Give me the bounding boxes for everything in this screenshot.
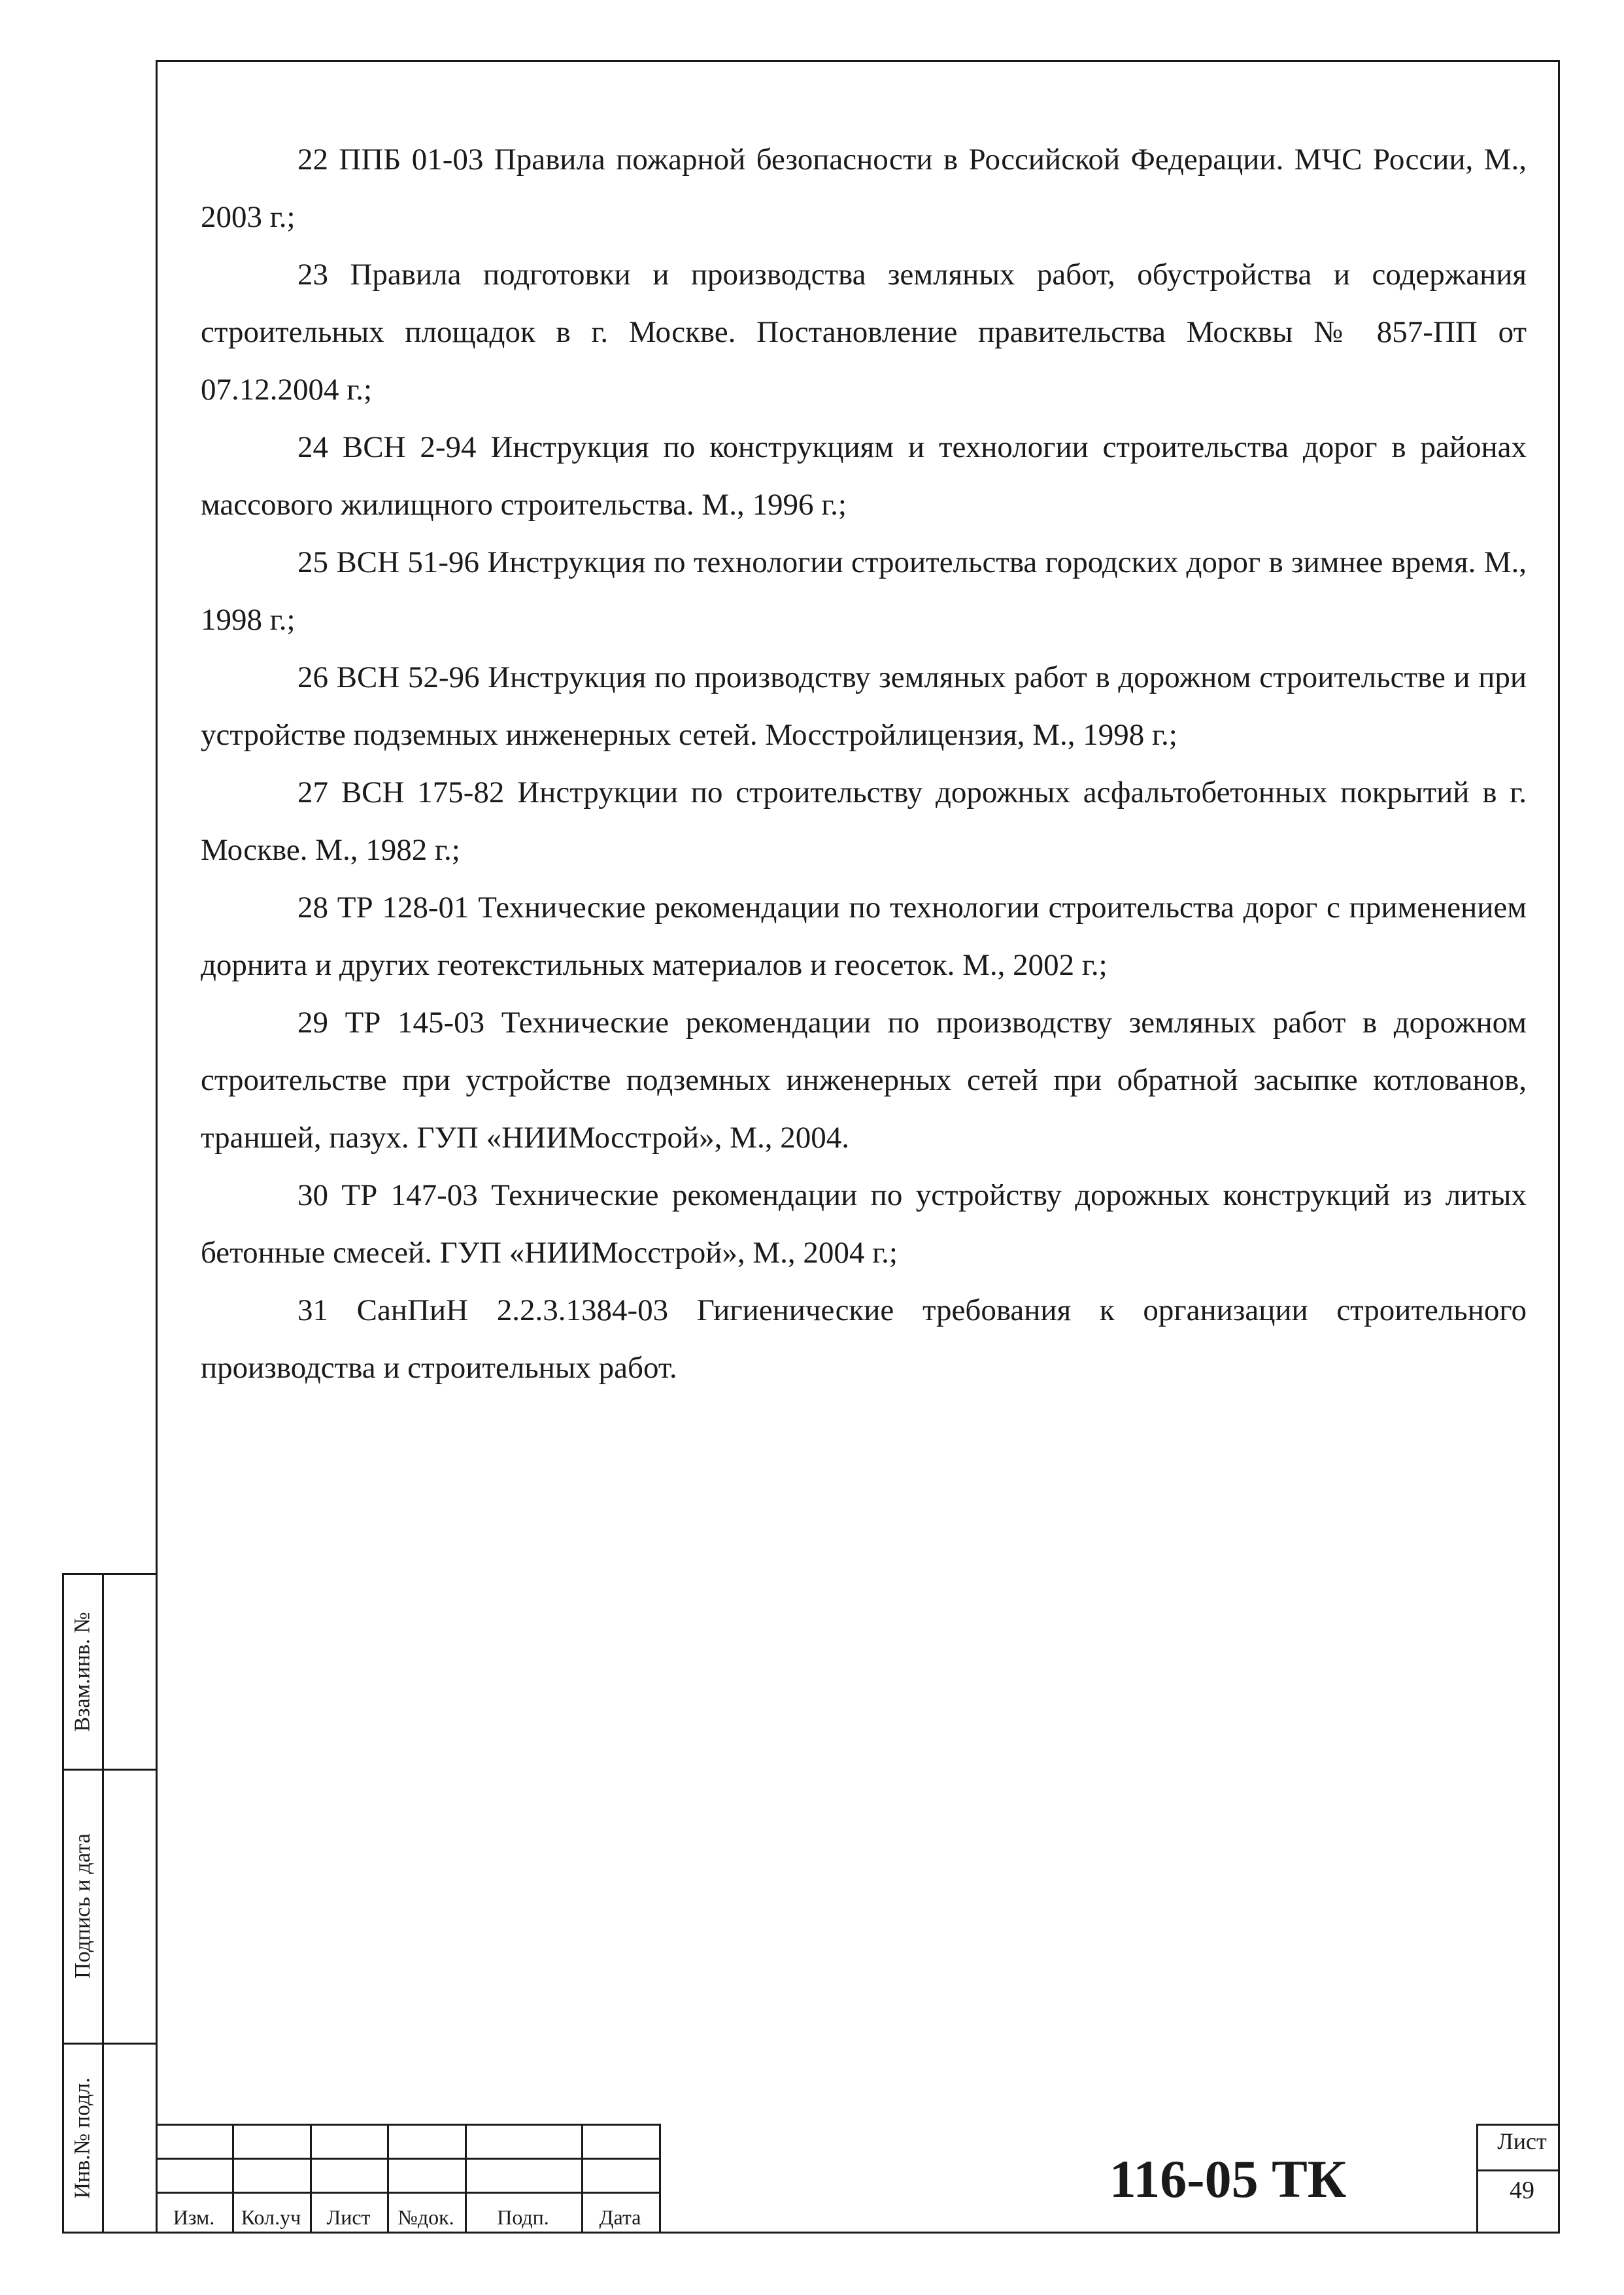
side-strip-divider xyxy=(102,1575,104,2232)
side-strip xyxy=(62,1573,158,2234)
sheet-number: 49 xyxy=(1510,2177,1534,2204)
col-doc-label: №док. xyxy=(398,2205,454,2229)
title-block-line xyxy=(659,2124,661,2234)
sheet-label: Лист xyxy=(1497,2128,1547,2154)
reference-item: 31 СанПиН 2.2.3.1384-03 Гигиенические требования к организации строительного производства и строительных работ. xyxy=(201,1293,1527,1385)
reference-item: 24 ВСН 2-94 Инструкция по конструкциям и технологии строительства дорог в районах массового жилищного строительства. М., 1996 г.; xyxy=(201,430,1527,522)
replaced-inv-label: Взам.инв. № xyxy=(71,1612,95,1732)
inv-original-label: Инв.№ подл. xyxy=(71,2077,95,2199)
title-block-line xyxy=(1476,2124,1560,2126)
signature-date-label: Подпись и дата xyxy=(71,1833,95,1979)
title-block-line xyxy=(156,2158,659,2160)
reference-item: 25 ВСН 51-96 Инструкция по технологии строительства городских дорог в зимнее время. М., 1998 г.; xyxy=(201,545,1527,637)
reference-item: 26 ВСН 52-96 Инструкция по производству земляных работ в дорожном строительстве и при устройстве подземных инженерных сетей. Мосстройлицензия, М., 1998 г.; xyxy=(201,660,1527,752)
reference-item: 28 ТР 128-01 Технические рекомендации по технологии строительства дорог с применением дорнита и других геотекстильных материалов и геосеток. М., 2002 г.; xyxy=(201,891,1527,982)
col-sheet-label: Лист xyxy=(326,2205,371,2229)
col-signature-label: Подп. xyxy=(497,2205,549,2229)
col-count-label: Кол.уч xyxy=(241,2205,301,2229)
reference-item: 29 ТР 145-03 Технические рекомендации по производству земляных работ в дорожном строительстве при устройстве подземных инженерных сетей при обратной засыпке котлованов, траншей, пазух. ГУП «НИИМосстрой», М., 2004. xyxy=(201,1006,1527,1155)
document-designation: 116-05 ТК xyxy=(1109,2149,1347,2209)
title-block xyxy=(156,2124,1560,2234)
reference-list xyxy=(201,131,1527,1397)
reference-item: 30 ТР 147-03 Технические рекомендации по устройству дорожных конструкций из литых бетонные смесей. ГУП «НИИМосстрой», М., 2004 г.; xyxy=(201,1178,1527,1270)
col-change-label: Изм. xyxy=(173,2205,215,2229)
reference-item: 27 ВСН 175-82 Инструкции по строительству дорожных асфальтобетонных покрытий в г. Москве. М., 1982 г.; xyxy=(201,775,1527,867)
col-date-label: Дата xyxy=(599,2205,641,2229)
title-block-line xyxy=(156,2192,659,2194)
reference-item: 22 ППБ 01-03 Правила пожарной безопасности в Российской Федерации. МЧС России, М., 2003 г.; xyxy=(201,143,1527,234)
reference-item: 23 Правила подготовки и производства земляных работ, обустройства и содержания строительных площадок в г. Москве. Постановление правительства Москвы № 857-ПП от 07.12.2004 г.; xyxy=(201,258,1527,407)
title-block-line xyxy=(156,2124,659,2126)
